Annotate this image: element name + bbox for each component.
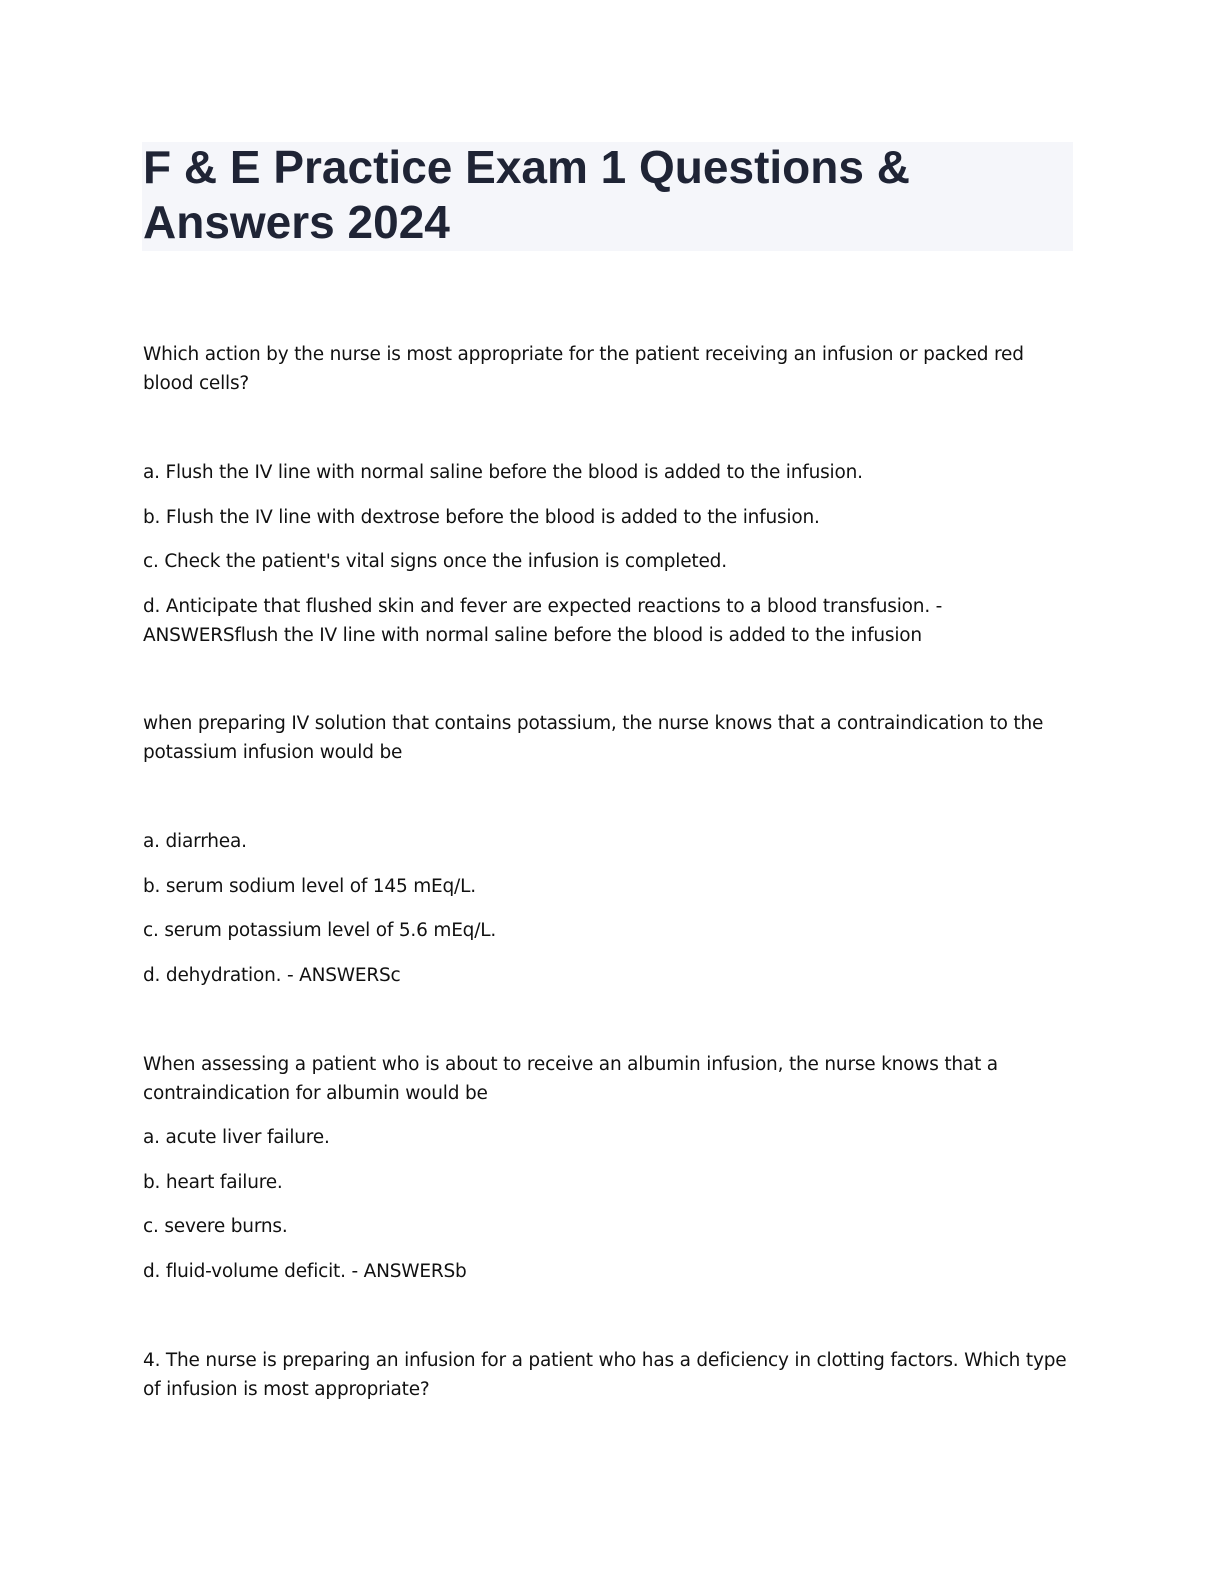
question-3-text: When assessing a patient who is about to receive an albumin infusion, the nurse knows that a contraindication for albumin would be bbox=[143, 1054, 998, 1104]
question-1-option-c: c. Check the patient's vital signs once the infusion is completed. bbox=[143, 551, 727, 572]
question-2-text: when preparing IV solution that contains potassium, the nurse knows that a contraindication to the potassium infusion would be bbox=[143, 713, 1044, 763]
question-2-option-a: a. diarrhea. bbox=[143, 831, 247, 852]
question-3-option-b: b. heart failure. bbox=[143, 1172, 283, 1193]
question-4-text: 4. The nurse is preparing an infusion for a patient who has a deficiency in clotting factors. Which type of infusion is most appropriate? bbox=[143, 1350, 1067, 1400]
question-2-option-b: b. serum sodium level of 145 mEq/L. bbox=[143, 876, 476, 897]
question-1-option-b: b. Flush the IV line with dextrose before the blood is added to the infusion. bbox=[143, 507, 820, 528]
question-3-option-a: a. acute liver failure. bbox=[143, 1127, 330, 1148]
question-1-text: Which action by the nurse is most appropriate for the patient receiving an infusion or packed red blood cells? bbox=[143, 344, 1024, 394]
question-2-option-d-answer: d. dehydration. - ANSWERSc bbox=[143, 965, 401, 986]
question-3-option-d-answer: d. fluid-volume deficit. - ANSWERSb bbox=[143, 1261, 467, 1282]
document-title: F & E Practice Exam 1 Questions & Answers 2024 bbox=[143, 141, 910, 248]
question-3-option-c: c. severe burns. bbox=[143, 1216, 288, 1237]
question-2-option-c: c. serum potassium level of 5.6 mEq/L. bbox=[143, 920, 497, 941]
question-1-option-d-answer: d. Anticipate that flushed skin and fever are expected reactions to a blood transfusion. - ANSWERSflush the IV line with normal saline before the blood is added to the infusion bbox=[143, 596, 943, 646]
question-1-option-a: a. Flush the IV line with normal saline before the blood is added to the infusion. bbox=[143, 462, 863, 483]
